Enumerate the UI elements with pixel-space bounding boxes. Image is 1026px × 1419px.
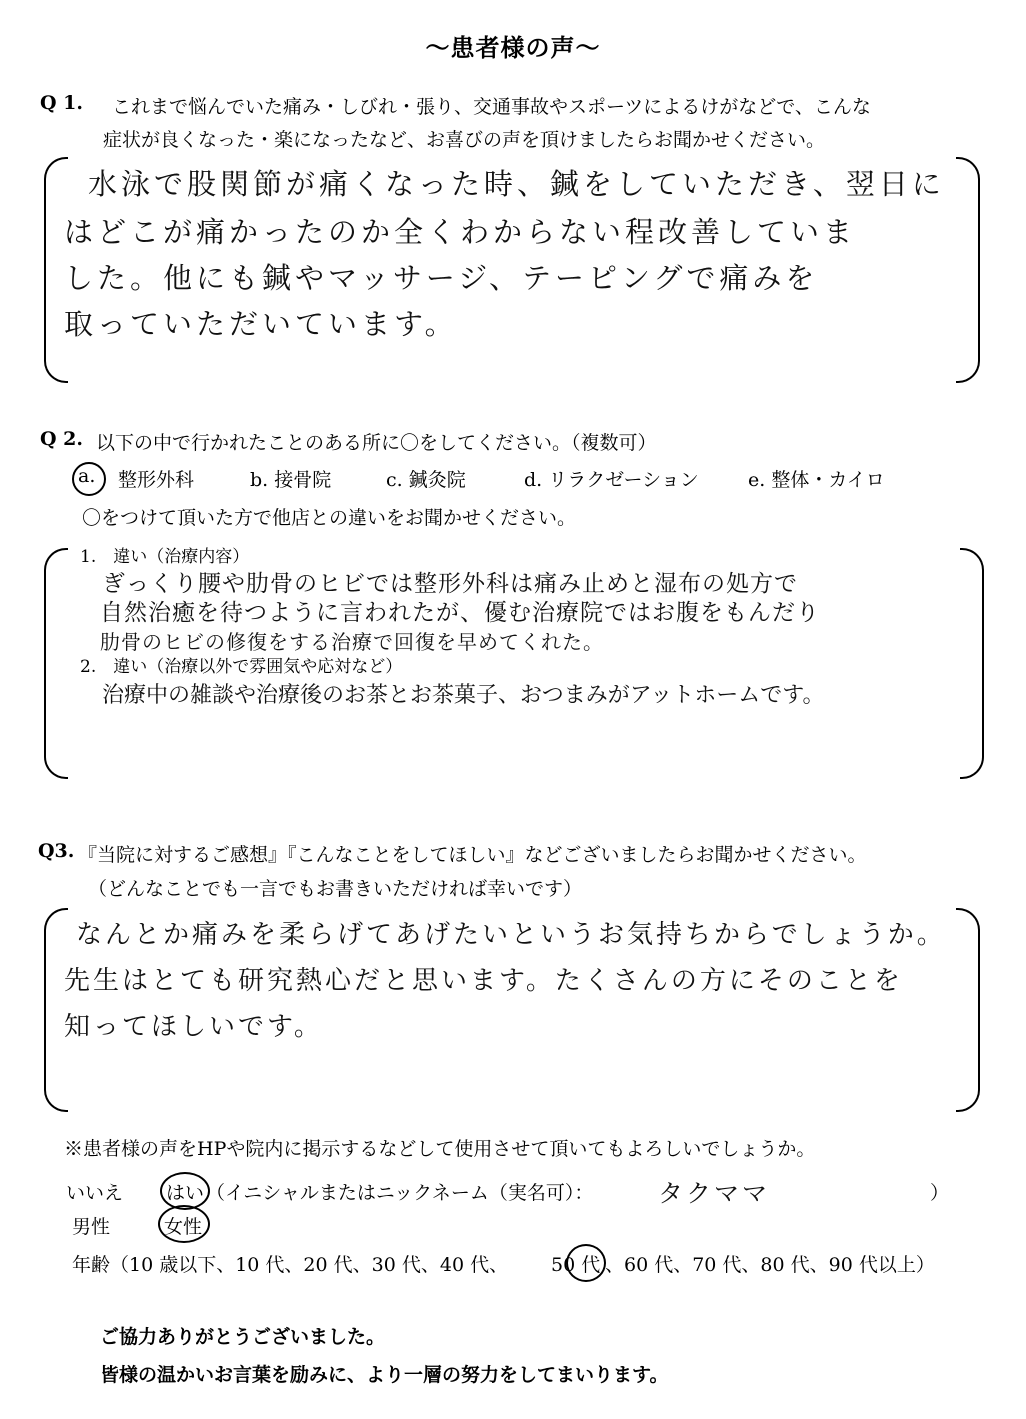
option-c-label: c. 鍼灸院 bbox=[386, 469, 466, 491]
gender-female: 女性 bbox=[164, 1216, 203, 1238]
q3-answer-line: なんとか痛みを柔らげてあげたいというお気持ちからでしょうか。 bbox=[76, 920, 946, 950]
option-b-label: b. 接骨院 bbox=[250, 469, 332, 491]
difference-1-answer-line: 自然治癒を待つように言われたが、優む治療院ではお腹をもんだり bbox=[100, 600, 820, 626]
gender-male: 男性 bbox=[72, 1216, 111, 1238]
q2-answer-bracket-left bbox=[44, 548, 68, 779]
option-d-label: d. リラクゼーション bbox=[524, 469, 699, 491]
page-title: ～患者様の声～ bbox=[425, 33, 601, 62]
difference-2-label: 2. 違い（治療以外で雰囲気や応対など） bbox=[80, 657, 403, 677]
option-a-letter: a. bbox=[78, 465, 96, 487]
q3-question: 『当院に対するご感想』『こんなことをしてほしい』などございましたらお聞かせください。 bbox=[78, 844, 867, 866]
nickname-value: タクママ bbox=[658, 1179, 771, 1208]
option-e-label: e. 整体・カイロ bbox=[748, 469, 885, 491]
q2-answer-bracket-right bbox=[960, 548, 984, 779]
q3-answer-bracket-right bbox=[956, 908, 980, 1112]
q1-answer-line: 水泳で股関節が痛くなった時、鍼をしていただき、翌日に bbox=[88, 167, 945, 201]
q2-note: 〇をつけて頂いた方で他店との違いをお聞かせください。 bbox=[82, 507, 577, 529]
nickname-label: （イニシャルまたはニックネーム（実名可）： bbox=[206, 1182, 594, 1204]
option-a-label: 整形外科 bbox=[118, 469, 195, 491]
q2-question: 以下の中で行かれたことのある所に〇をしてください。（複数可） bbox=[96, 432, 657, 454]
q3-subtext: （どんなことでも一言でもお書きいただければ幸いです） bbox=[88, 878, 583, 900]
q1-question-line2: 症状が良くなった・楽になったなど、お喜びの声を頂けましたらお聞かせください。 bbox=[103, 129, 826, 151]
q1-answer-line: した。他にも鍼やマッサージ、テーピングで痛みを bbox=[64, 261, 819, 295]
q1-number: Q 1. bbox=[40, 92, 84, 114]
nickname-close-paren: ） bbox=[930, 1182, 950, 1204]
q1-answer-line: はどこが痛かったのか全くわからない程改善していま bbox=[64, 215, 857, 249]
q1-question-line1: これまで悩んでいた痛み・しびれ・張り、交通事故やスポーツによるけがなどで、こんな bbox=[112, 96, 871, 118]
q2-number: Q 2. bbox=[40, 428, 84, 450]
q1-answer-line: 取っていただいています。 bbox=[64, 307, 458, 341]
q1-answer-bracket-right bbox=[956, 157, 980, 383]
difference-2-answer: 治療中の雑談や治療後のお茶とお茶菓子、おつまみがアットホームです。 bbox=[102, 683, 825, 708]
age-label: 年齢（10 歳以下、10 代、20 代、30 代、40 代、 bbox=[72, 1254, 509, 1276]
difference-1-answer-line: 肋骨のヒビの修復をする治療で回復を早めてくれた。 bbox=[100, 630, 604, 654]
consent-question: ※患者様の声をHPや院内に掲示するなどして使用させて頂いてもよろしいでしょうか。 bbox=[64, 1138, 816, 1160]
q3-number: Q3. bbox=[38, 840, 75, 862]
difference-1-answer-line: ぎっくり腰や肋骨のヒビでは整形外科は痛み止めと湿布の処方で bbox=[102, 571, 798, 597]
age-rest: 、60 代、70 代、80 代、90 代以上） bbox=[605, 1254, 935, 1276]
age-selected: 50 代 bbox=[551, 1254, 601, 1276]
consent-yes: はい bbox=[166, 1182, 205, 1204]
difference-1-label: 1. 違い（治療内容） bbox=[80, 547, 250, 567]
thanks-line1: ご協力ありがとうございました。 bbox=[100, 1326, 386, 1348]
q3-answer-line: 知ってほしいです。 bbox=[64, 1012, 323, 1042]
thanks-line2: 皆様の温かいお言葉を励みに、より一層の努力をしてまいります。 bbox=[100, 1364, 669, 1386]
consent-no: いいえ bbox=[66, 1182, 124, 1204]
q3-answer-line: 先生はとても研究熱心だと思います。たくさんの方にそのことを bbox=[64, 966, 903, 996]
